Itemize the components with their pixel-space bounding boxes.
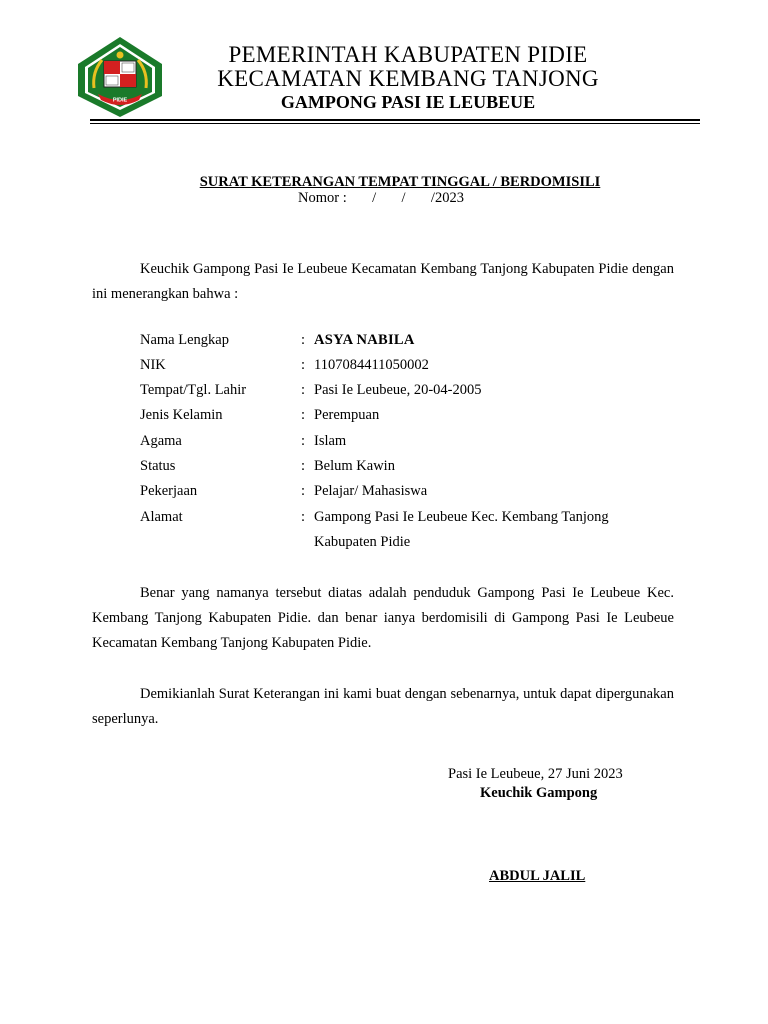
field-colon: : xyxy=(301,509,306,525)
field-value: Pelajar/ Mahasiswa xyxy=(314,483,428,499)
field-value: ASYA NABILA xyxy=(314,332,415,348)
field-colon: : xyxy=(301,458,306,474)
field-label: Tempat/Tgl. Lahir xyxy=(140,382,247,398)
field-value: Perempuan xyxy=(314,407,380,423)
field-value: Gampong Pasi Ie Leubeue Kec. Kembang Tanjong xyxy=(314,509,609,525)
field-colon: : xyxy=(301,483,306,499)
field-label: Pekerjaan xyxy=(140,483,198,499)
logo-text: PIDIE xyxy=(112,97,128,104)
field-label: Agama xyxy=(140,433,182,449)
kabupaten-logo xyxy=(76,36,164,118)
field-label: Nama Lengkap xyxy=(140,332,229,348)
letter-title: SURAT KETERANGAN TEMPAT TINGGAL / BERDOMISILI xyxy=(199,174,601,190)
intro-paragraph: Keuchik Gampong Pasi Ie Leubeue Kecamatan Kembang Tanjong Kabupaten Pidie dengan ini menerangkan bahwa : xyxy=(92,261,674,302)
field-label: NIK xyxy=(140,357,166,373)
header-line-3: GAMPONG PASI IE LEUBEUE xyxy=(280,92,536,112)
field-colon: : xyxy=(301,407,306,423)
field-value: Pasi Ie Leubeue, 20-04-2005 xyxy=(314,382,482,398)
header-line-1: PEMERINTAH KABUPATEN PIDIE xyxy=(228,42,588,67)
field-value-alamat-continued: Kabupaten Pidie xyxy=(314,534,411,550)
signature-name: ABDUL JALIL xyxy=(489,868,586,884)
signature-role: Keuchik Gampong xyxy=(480,785,598,801)
field-value: Islam xyxy=(314,433,347,449)
field-value: 1107084411050002 xyxy=(314,357,429,373)
header-line-2: KECAMATAN KEMBANG TANJONG xyxy=(217,66,599,91)
header-divider-thick xyxy=(90,119,700,121)
field-colon: : xyxy=(301,332,306,348)
signature-place-date: Pasi Ie Leubeue, 27 Juni 2023 xyxy=(448,766,623,782)
closing-paragraph: Demikianlah Surat Keterangan ini kami buat dengan sebenarnya, untuk dapat dipergunakan seperlunya. xyxy=(92,686,674,727)
header-divider-thin xyxy=(90,123,700,124)
field-label: Jenis Kelamin xyxy=(140,407,223,423)
letter-number: Nomor : / / /2023 xyxy=(298,190,464,206)
field-label: Alamat xyxy=(140,509,183,525)
field-label: Status xyxy=(140,458,176,474)
field-colon: : xyxy=(301,382,306,398)
field-value: Belum Kawin xyxy=(314,458,395,474)
body-paragraph: Benar yang namanya tersebut diatas adalah penduduk Gampong Pasi Ie Leubeue Kec. Kembang Tanjong Kabupaten Pidie. dan benar ianya berdomisili di Gampong Pasi Ie Leubeue Kecamatan Kembang Tanjong Kabupaten Pidie. xyxy=(92,585,674,651)
field-colon: : xyxy=(301,357,306,373)
field-colon: : xyxy=(301,433,306,449)
